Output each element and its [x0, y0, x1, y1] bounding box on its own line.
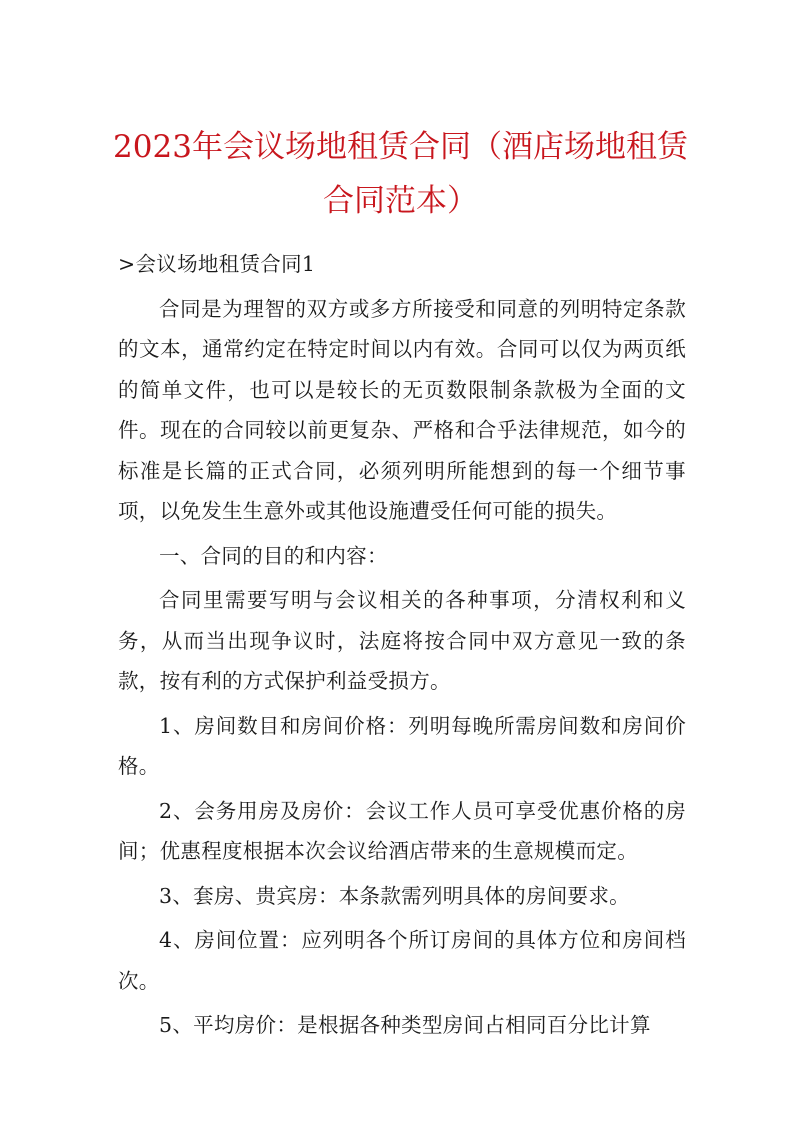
document-title: 2023年会议场地租赁合同（酒店场地租赁合同范本） [113, 129, 688, 219]
document-body [118, 244, 686, 1050]
paragraph-item-3: 3、套房、贵宾房：本条款需列明具体的房间要求。 [159, 883, 630, 908]
paragraph-item-4: 4、房间位置：应列明各个所订房间的具体方位和房间档次。 [118, 928, 686, 993]
paragraph-purpose: 合同里需要写明与会议相关的各种事项，分清权利和义务，从而当出现争议时，法庭将按合同中双方意见一致的条款，按有利的方式保护利益受损方。 [118, 588, 686, 693]
paragraph-item-1: 1、房间数目和房间价格：列明每晚所需房间数和房间价格。 [118, 713, 686, 778]
paragraph-intro: 合同是为理智的双方或多方所接受和同意的列明特定条款的文本，通常约定在特定时间以内有效。合同可以仅为两页纸的简单文件，也可以是较长的无页数限制条款极为全面的文件。现在的合同较以前更复杂、严格和合乎法律规范，如今的标准是长篇的正式合同，必须列明所能想到的每一个细节事项，以免发生生意外或其他设施遭受任何可能的损失。 [118, 296, 686, 523]
paragraph-item-5: 5、平均房价：是根据各种类型房间占相同百分比计算 [159, 1013, 651, 1037]
paragraph-item-2: 2、会务用房及房价：会议工作人员可享受优惠价格的房间；优惠程度根据本次会议给酒店带来的生意规模而定。 [118, 798, 686, 863]
paragraph-section-one-heading: 一、合同的目的和内容： [159, 543, 388, 568]
section-heading: >会议场地租赁合同1 [118, 252, 316, 276]
